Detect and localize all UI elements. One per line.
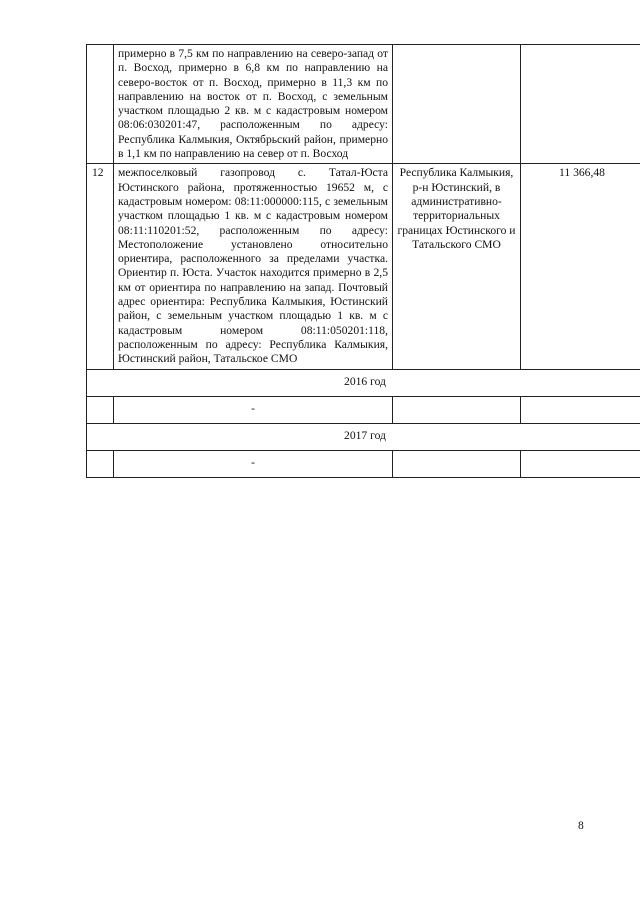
table-row [87, 45, 640, 164]
value-cell [521, 396, 640, 423]
row-number-cell: 12 [87, 164, 114, 369]
empty-dash-cell: - [114, 450, 393, 477]
location-cell [393, 450, 521, 477]
description-text: межпоселковый газопровод с. Татал-Юста Юстинского района, протяженностью 19652 м, с кадастровым номером: 08:11:000000:115, с земельным участком площадью 1 кв. м с кадастровым номером 08:11:110201:52, расположенным по адресу: Местоположение установлено относительно ориентира, расположенного за пределами участка. Ориентир п. Юста. Участок находится примерно в 2,5 км от ориентира по направлению на запад. Почтовый адрес ориентира: Республика Калмыкия, Юстинский район, с земельным участком площадью 1 кв. м с кадастровым номером 08:11:050201:118, расположенным по адресу: Республика Калмыкия, Юстинский район, Татальское СМО [118, 166, 388, 366]
year-2016-heading: 2016 год [87, 369, 640, 396]
location-cell [393, 396, 521, 423]
empty-dash-cell: - [114, 396, 393, 423]
value-cell [521, 45, 640, 164]
year-header-row [87, 369, 640, 396]
table-row [87, 396, 640, 423]
row-number-cell [87, 396, 114, 423]
description-cell [114, 164, 393, 369]
year-2017-heading: 2017 год [87, 423, 640, 450]
location-cell [393, 45, 521, 164]
row-number-cell [87, 45, 114, 164]
value-cell: 11 366,48 [521, 164, 640, 369]
value-cell [521, 450, 640, 477]
year-header-row [87, 423, 640, 450]
row-number-cell [87, 450, 114, 477]
location-cell: Республика Калмыкия, р-н Юстинский, в административно-территориальных границах Юстинского и Татальского СМО [393, 164, 521, 369]
property-table [86, 44, 640, 478]
description-text: примерно в 7,5 км по направлению на северо-запад от п. Восход, примерно в 6,8 км по направлению на северо-восток от п. Восход, примерно в 11,3 км по направлению на восток от п. Восход, с земельным участком площадью 2 кв. м с кадастровым номером 08:06:030201:47, расположенным по адресу: Республика Калмыкия, Октябрьский район, примерно в 1,1 км по направлению на север от п. Восход [118, 47, 388, 161]
table-row [87, 164, 640, 369]
table-row [87, 450, 640, 477]
page-number: 8 [578, 819, 584, 832]
description-cell [114, 45, 393, 164]
